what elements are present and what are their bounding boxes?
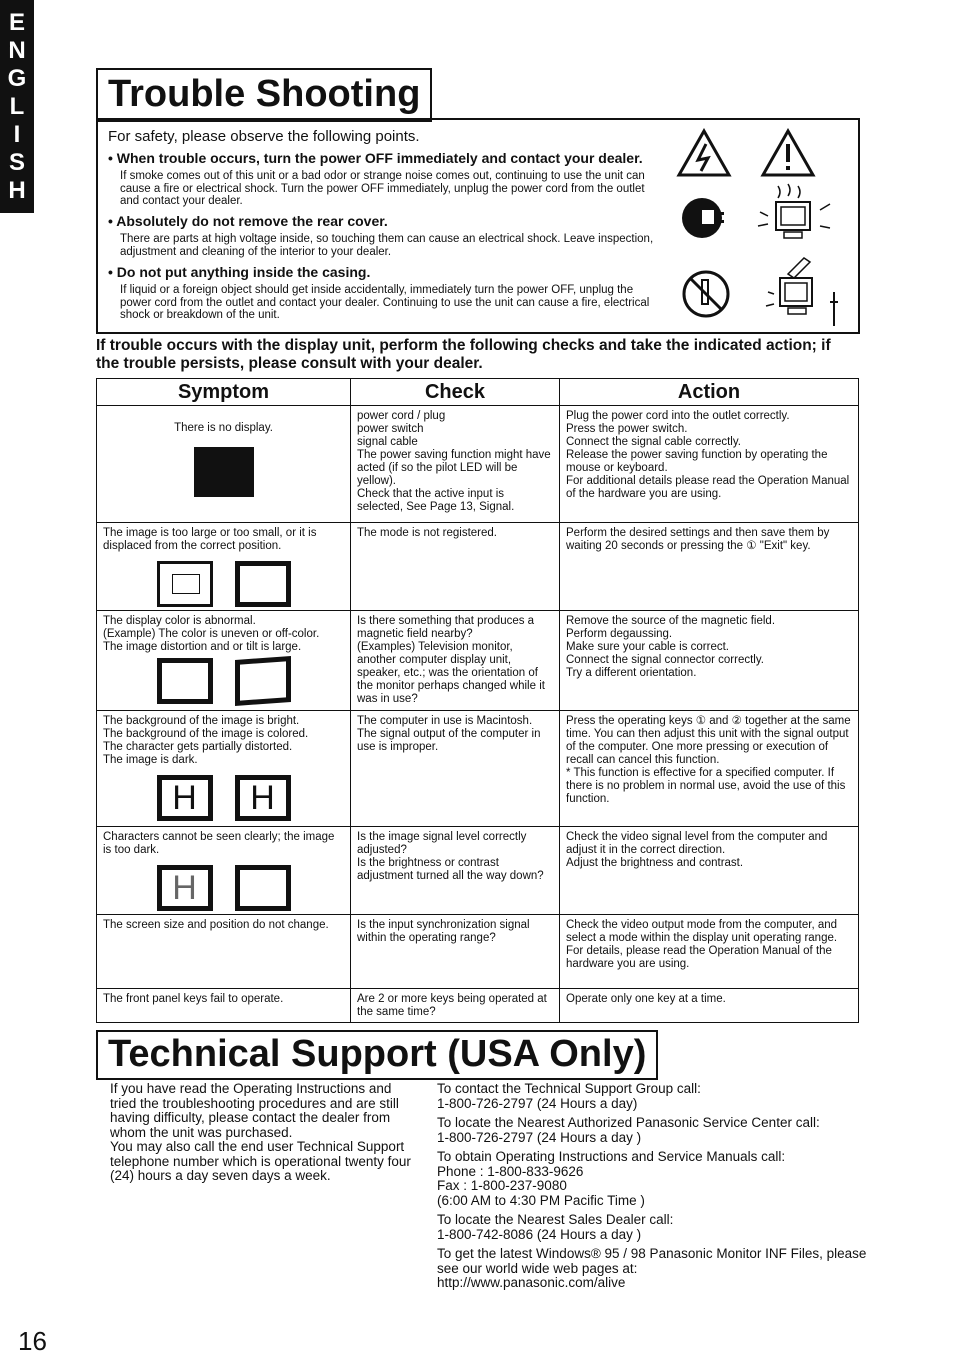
symptom-cell: The front panel keys fail to operate. [97, 989, 351, 1023]
table-row [97, 827, 859, 915]
symptom-text: The image is too large or too small, or it is displaced from the correct position. [103, 527, 317, 552]
language-letter: S [8, 148, 25, 176]
action-cell: Remove the source of the magnetic field. Perform degaussing. Make sure your cable is correct. Connect the signal connector correctly. Try a different orientation. [560, 611, 859, 711]
contact-block: To contact the Technical Support Group call: 1-800-726-2797 (24 Hours a day) [437, 1081, 701, 1111]
prohibited-insert-icon [680, 268, 732, 320]
large-image-monitor-icon [235, 561, 291, 607]
table-row [97, 711, 859, 827]
check-cell: power cord / plug power switch signal cable The power saving function might have acted (if so the pilot LED will be yellow). Check that the active input is selected, See Page 13, Signal. [351, 406, 560, 523]
table-row [97, 915, 859, 989]
symptom-text: The background of the image is bright. The background of the image is colored. The character gets partially distorted. The image is dark. [103, 715, 309, 766]
symptom-cell: The screen size and position do not change. [97, 915, 351, 989]
tech-support-intro: If you have read the Operating Instructions and tried the troubleshooting procedures and are still having difficulty, please contact the dealer from whom the unit was purchased. You may also call the end user Technical Support telephone number which is operational twenty four (24) hours a day seven days a week. [110, 1081, 411, 1183]
action-cell: Perform the desired settings and then save them by waiting 20 seconds or pressing the ① "Exit" key. [560, 523, 859, 611]
symptom-thumbnails [103, 865, 344, 911]
blank-screen-icon [194, 447, 254, 497]
h-letter: H [250, 778, 275, 817]
contact-block: To locate the Nearest Authorized Panasonic Service Center call: 1-800-726-2797 (24 Hours a day ) [437, 1115, 820, 1145]
language-letter: N [8, 36, 26, 64]
symptom-cell [97, 711, 351, 827]
warning-text: If trouble occurs with the display unit, perform the following checks and take the indicated action; if the trouble persists, please consult with your dealer. [96, 337, 831, 372]
safety-text: If smoke comes out of this unit or a bad odor or strange noise comes out, continuing to use the unit can cause a fire or electrical shock. Turn the power OFF immediately, unplug the power cord from the outlet and contact your dealer. [120, 170, 645, 207]
symptom-cell [97, 611, 351, 711]
action-cell: Operate only one key at a time. [560, 989, 859, 1023]
tech-support-contacts [437, 1082, 867, 1296]
table-row [97, 523, 859, 611]
check-cell: The computer in use is Macintosh. The signal output of the computer in use is improper. [351, 711, 560, 827]
check-cell: Are 2 or more keys being operated at the same time? [351, 989, 560, 1023]
table-row [97, 611, 859, 711]
unplug-icon [680, 194, 728, 242]
smoking-monitor-icon [748, 182, 838, 252]
electric-shock-warning-icon [676, 128, 732, 178]
language-letter: H [8, 176, 26, 204]
check-cell: Is the image signal level correctly adjusted? Is the brightness or contrast adjustment turned all the way down? [351, 827, 560, 915]
dark-image-monitor-icon [235, 865, 291, 911]
technical-support-title: Technical Support (USA Only) [96, 1030, 658, 1080]
h-letter: H [172, 868, 197, 907]
symptom-text: There is no display. [174, 422, 273, 434]
safety-text: There are parts at high voltage inside, so touching them can cause an electrical shock. Leave inspection, adjustment and cleaning of the interior to your dealer. [120, 233, 654, 258]
action-cell: Plug the power cord into the outlet correctly. Press the power switch. Connect the signal cable correctly. Release the power saving function by operating the mouse or keyboard. For additional details please read the Operation Manual of the hardware you are using. [560, 406, 859, 523]
symptom-cell [97, 523, 351, 611]
table-header-row [97, 379, 859, 406]
header-symptom: Symptom [97, 379, 351, 406]
safety-heading: • Do not put anything inside the casing. [108, 264, 371, 280]
language-letter: I [13, 120, 21, 148]
safety-heading: • When trouble occurs, turn the power OFF immediately and contact your dealer. [108, 150, 643, 166]
symptom-thumbnails [103, 658, 344, 704]
safety-box [96, 118, 860, 334]
action-cell: Check the video signal level from the computer and adjust it in the correct direction. Adjust the brightness and contrast. [560, 827, 859, 915]
small-image-monitor-icon [157, 561, 213, 607]
contact-block: To get the latest Windows® 95 / 98 Panasonic Monitor INF Files, please see our world wide web pages at: http://www.panasonic.com/alive [437, 1246, 867, 1290]
language-letter: E [8, 8, 25, 36]
language-tab [0, 0, 34, 213]
symptom-text: The display color is abnormal. (Example) The color is uneven or off-color. The image distortion and or tilt is large. [103, 615, 320, 653]
action-cell: Press the operating keys ① and ② together at the same time. You can then adjust this unit with the signal output of the computer. One more pressing or execution of recall can cancel this function. * This function is effective for a specified computer. If there is no problem in normal use, avoid the use of this function. [560, 711, 859, 827]
bright-background-monitor-icon [157, 775, 213, 821]
safety-heading: • Absolutely do not remove the rear cover. [108, 213, 388, 229]
liquid-monitor-icon [758, 252, 848, 330]
unclear-character-monitor-icon [157, 865, 213, 911]
symptom-text: Characters cannot be seen clearly; the image is too dark. [103, 831, 335, 856]
page-number: 16 [18, 1326, 47, 1356]
header-check: Check [351, 379, 560, 406]
safety-text: If liquid or a foreign object should get inside accidentally, immediately turn the power OFF, unplug the power cord from the outlet and contact your dealer. Continuing to use the unit can cause a fire, electrical shock or breakdown of the unit. [120, 284, 650, 321]
safety-intro: For safety, please observe the following points. [108, 128, 420, 145]
symptom-cell [97, 406, 351, 523]
check-cell: Is the input synchronization signal within the operating range? [351, 915, 560, 989]
language-letter: G [7, 64, 27, 92]
check-cell: Is there something that produces a magnetic field nearby? (Examples) Television monitor, another computer display unit, speaker, etc.; was the orientation of the monitor perhaps changed while it was in use? [351, 611, 560, 711]
action-cell: Check the video output mode from the computer, and select a mode within the display unit operating range. For details, please read the Operation Manual of the hardware you are using. [560, 915, 859, 989]
contact-block: To obtain Operating Instructions and Service Manuals call: Phone : 1-800-833-9626 Fax : 1-800-237-9080 (6:00 AM to 4:30 PM Pacific Time ) [437, 1149, 786, 1208]
table-row [97, 406, 859, 523]
uneven-color-monitor-icon [157, 658, 213, 704]
language-letter: L [9, 92, 25, 120]
colored-background-monitor-icon [235, 775, 291, 821]
contact-block: To locate the Nearest Sales Dealer call: 1-800-742-8086 (24 Hours a day ) [437, 1212, 674, 1242]
check-cell: The mode is not registered. [351, 523, 560, 611]
trouble-shooting-title: Trouble Shooting [96, 68, 432, 122]
tilted-image-monitor-icon [235, 656, 291, 706]
symptom-cell [97, 827, 351, 915]
header-action: Action [560, 379, 859, 406]
symptom-thumbnails [103, 775, 344, 821]
table-row [97, 989, 859, 1023]
trouble-table [96, 378, 859, 1023]
h-letter: H [172, 778, 197, 817]
caution-warning-icon [760, 128, 816, 178]
symptom-thumbnails [103, 561, 344, 607]
